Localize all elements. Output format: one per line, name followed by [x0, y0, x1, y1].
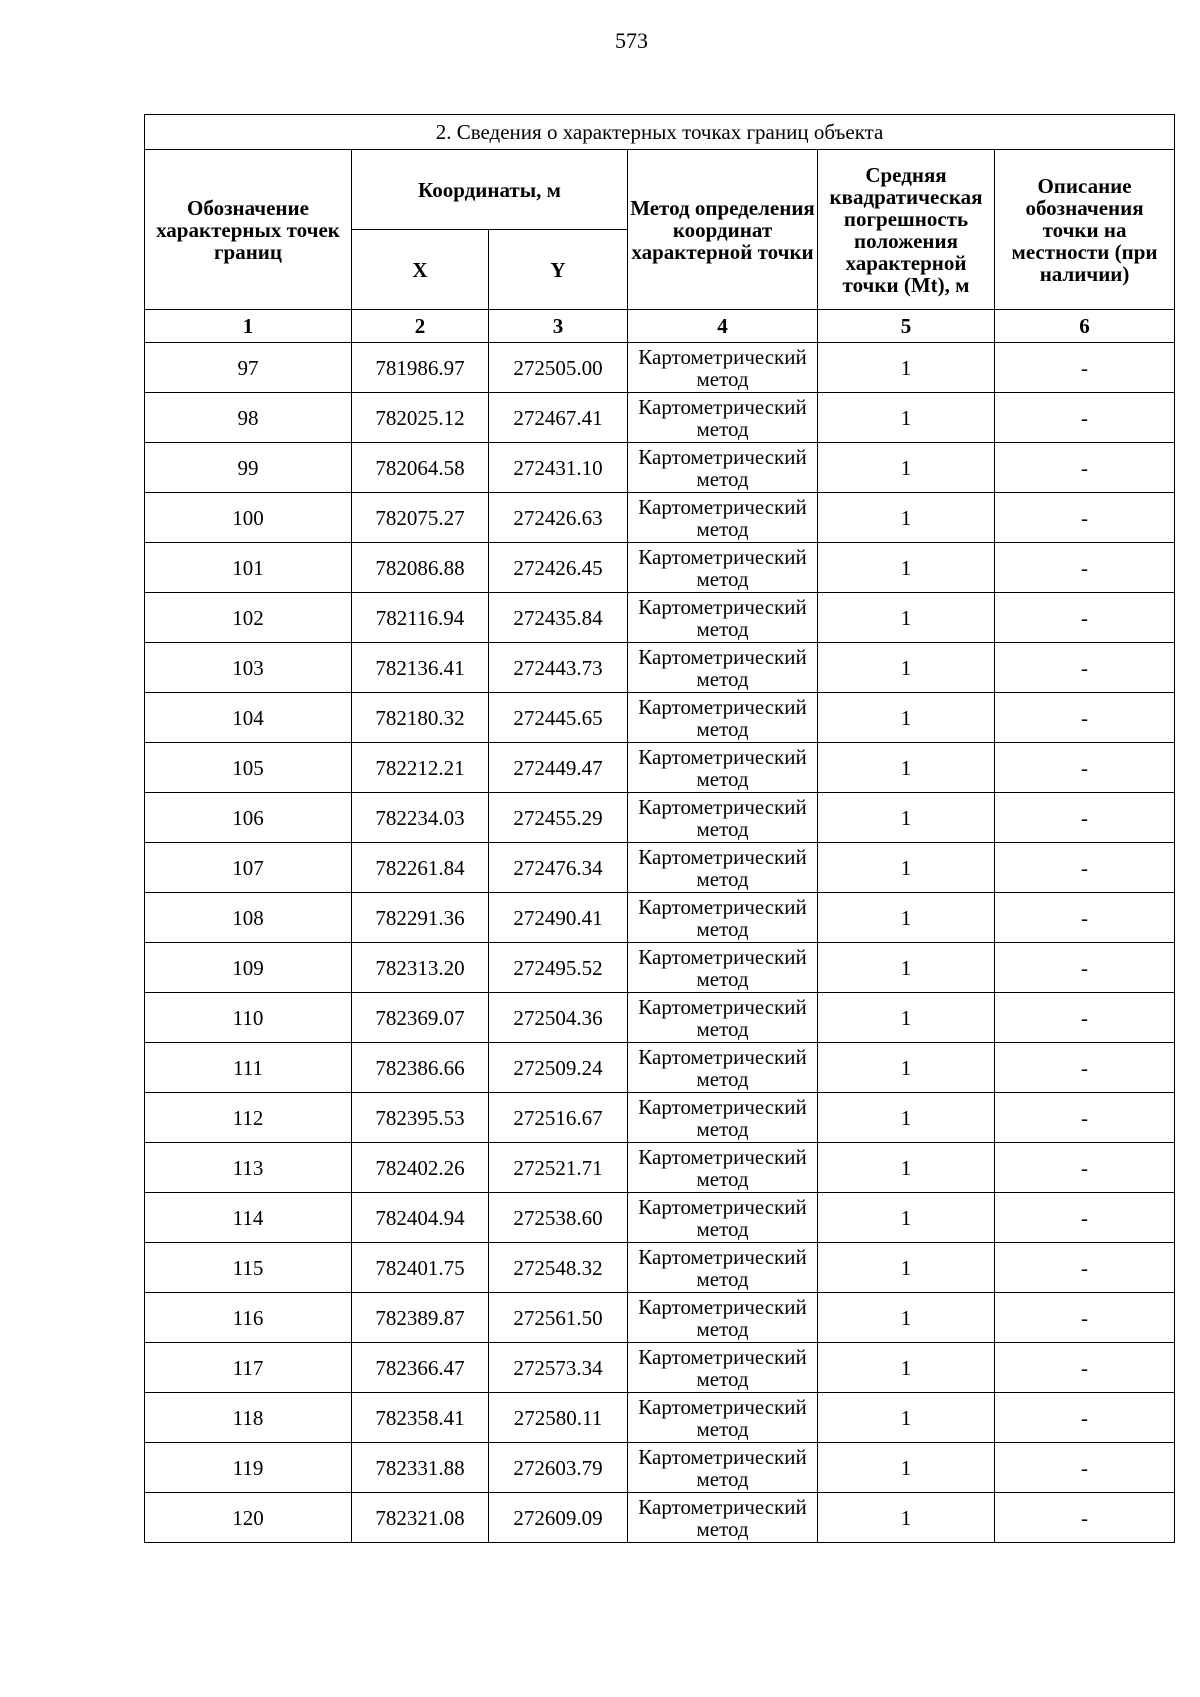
cell-method: Картометрический метод	[628, 1043, 818, 1093]
cell-y: 272509.24	[489, 1043, 628, 1093]
cell-point: 101	[145, 543, 352, 593]
cell-y: 272573.34	[489, 1343, 628, 1393]
cell-x: 782386.66	[352, 1043, 489, 1093]
cell-y: 272580.11	[489, 1393, 628, 1443]
cell-error: 1	[818, 443, 995, 493]
cell-error: 1	[818, 1443, 995, 1493]
cell-error: 1	[818, 1293, 995, 1343]
cell-error: 1	[818, 593, 995, 643]
column-number: 5	[818, 310, 995, 343]
cell-y: 272609.09	[489, 1493, 628, 1543]
cell-y: 272548.32	[489, 1243, 628, 1293]
table-caption: 2. Сведения о характерных точках границ объекта	[145, 115, 1175, 150]
cell-y: 272435.84	[489, 593, 628, 643]
cell-method: Картометрический метод	[628, 493, 818, 543]
cell-description: -	[995, 443, 1175, 493]
cell-point: 108	[145, 893, 352, 943]
cell-description: -	[995, 1343, 1175, 1393]
cell-y: 272467.41	[489, 393, 628, 443]
cell-error: 1	[818, 1093, 995, 1143]
cell-x: 782369.07	[352, 993, 489, 1043]
cell-error: 1	[818, 493, 995, 543]
table-row	[145, 1293, 1175, 1343]
cell-error: 1	[818, 893, 995, 943]
cell-point: 111	[145, 1043, 352, 1093]
cell-method: Картометрический метод	[628, 1493, 818, 1543]
cell-error: 1	[818, 993, 995, 1043]
cell-point: 106	[145, 793, 352, 843]
cell-y: 272603.79	[489, 1443, 628, 1493]
table-row	[145, 693, 1175, 743]
cell-description: -	[995, 493, 1175, 543]
cell-error: 1	[818, 1343, 995, 1393]
cell-description: -	[995, 1443, 1175, 1493]
cell-method: Картометрический метод	[628, 1143, 818, 1193]
cell-description: -	[995, 343, 1175, 393]
cell-point: 105	[145, 743, 352, 793]
cell-error: 1	[818, 1493, 995, 1543]
cell-x: 782234.03	[352, 793, 489, 843]
table-row	[145, 743, 1175, 793]
cell-point: 103	[145, 643, 352, 693]
cell-x: 782395.53	[352, 1093, 489, 1143]
cell-point: 115	[145, 1243, 352, 1293]
cell-description: -	[995, 1193, 1175, 1243]
cell-x: 782291.36	[352, 893, 489, 943]
table-row	[145, 643, 1175, 693]
cell-method: Картометрический метод	[628, 1293, 818, 1343]
cell-point: 119	[145, 1443, 352, 1493]
cell-point: 97	[145, 343, 352, 393]
table-row	[145, 1143, 1175, 1193]
cell-error: 1	[818, 393, 995, 443]
cell-point: 118	[145, 1393, 352, 1443]
cell-description: -	[995, 1143, 1175, 1193]
table-row	[145, 493, 1175, 543]
cell-y: 272505.00	[489, 343, 628, 393]
cell-description: -	[995, 1093, 1175, 1143]
boundary-points-table	[144, 114, 1175, 1543]
cell-method: Картометрический метод	[628, 943, 818, 993]
cell-method: Картометрический метод	[628, 393, 818, 443]
cell-error: 1	[818, 1143, 995, 1193]
cell-y: 272538.60	[489, 1193, 628, 1243]
cell-description: -	[995, 793, 1175, 843]
table-row	[145, 943, 1175, 993]
cell-y: 272504.36	[489, 993, 628, 1043]
header-method: Метод определения координат характерной точки	[628, 150, 818, 310]
cell-x: 782064.58	[352, 443, 489, 493]
cell-point: 104	[145, 693, 352, 743]
cell-error: 1	[818, 1193, 995, 1243]
cell-x: 782321.08	[352, 1493, 489, 1543]
cell-x: 782366.47	[352, 1343, 489, 1393]
cell-error: 1	[818, 793, 995, 843]
cell-point: 102	[145, 593, 352, 643]
cell-x: 782086.88	[352, 543, 489, 593]
cell-point: 98	[145, 393, 352, 443]
cell-x: 781986.97	[352, 343, 489, 393]
cell-description: -	[995, 1293, 1175, 1343]
table-row	[145, 843, 1175, 893]
cell-method: Картометрический метод	[628, 1443, 818, 1493]
cell-method: Картометрический метод	[628, 443, 818, 493]
table-row	[145, 443, 1175, 493]
cell-method: Картометрический метод	[628, 693, 818, 743]
cell-description: -	[995, 893, 1175, 943]
cell-y: 272476.34	[489, 843, 628, 893]
header-x: X	[352, 230, 489, 310]
cell-method: Картометрический метод	[628, 1243, 818, 1293]
column-number: 4	[628, 310, 818, 343]
column-number: 1	[145, 310, 352, 343]
cell-method: Картометрический метод	[628, 993, 818, 1043]
column-number: 6	[995, 310, 1175, 343]
cell-y: 272495.52	[489, 943, 628, 993]
header-row	[145, 150, 1175, 230]
table-row	[145, 543, 1175, 593]
cell-y: 272455.29	[489, 793, 628, 843]
cell-y: 272443.73	[489, 643, 628, 693]
cell-x: 782389.87	[352, 1293, 489, 1343]
cell-method: Картометрический метод	[628, 1343, 818, 1393]
cell-point: 109	[145, 943, 352, 993]
cell-method: Картометрический метод	[628, 1193, 818, 1243]
cell-x: 782212.21	[352, 743, 489, 793]
table-caption-row	[145, 115, 1175, 150]
cell-method: Картометрический метод	[628, 343, 818, 393]
cell-error: 1	[818, 943, 995, 993]
cell-y: 272490.41	[489, 893, 628, 943]
cell-y: 272431.10	[489, 443, 628, 493]
cell-point: 99	[145, 443, 352, 493]
cell-error: 1	[818, 1243, 995, 1293]
cell-method: Картометрический метод	[628, 743, 818, 793]
table-row	[145, 793, 1175, 843]
cell-error: 1	[818, 693, 995, 743]
header-description: Описание обозначения точки на местности (при наличии)	[995, 150, 1175, 310]
header-error: Средняя квадратическая погрешность положения характерной точки (Mt), м	[818, 150, 995, 310]
table-row	[145, 893, 1175, 943]
table-row	[145, 393, 1175, 443]
cell-x: 782401.75	[352, 1243, 489, 1293]
table-row	[145, 593, 1175, 643]
header-coordinates: Координаты, м	[352, 150, 628, 230]
column-number: 2	[352, 310, 489, 343]
cell-error: 1	[818, 343, 995, 393]
cell-method: Картометрический метод	[628, 843, 818, 893]
cell-method: Картометрический метод	[628, 893, 818, 943]
table-row	[145, 1443, 1175, 1493]
cell-error: 1	[818, 1043, 995, 1093]
cell-y: 272426.45	[489, 543, 628, 593]
cell-point: 112	[145, 1093, 352, 1143]
cell-x: 782313.20	[352, 943, 489, 993]
cell-x: 782358.41	[352, 1393, 489, 1443]
cell-point: 107	[145, 843, 352, 893]
cell-point: 120	[145, 1493, 352, 1543]
cell-x: 782075.27	[352, 493, 489, 543]
cell-error: 1	[818, 843, 995, 893]
cell-error: 1	[818, 543, 995, 593]
cell-description: -	[995, 993, 1175, 1043]
cell-point: 114	[145, 1193, 352, 1243]
cell-point: 100	[145, 493, 352, 543]
cell-method: Картометрический метод	[628, 543, 818, 593]
cell-point: 116	[145, 1293, 352, 1343]
cell-description: -	[995, 593, 1175, 643]
page-number: 573	[615, 28, 648, 53]
table-row	[145, 1393, 1175, 1443]
table-row	[145, 1193, 1175, 1243]
cell-error: 1	[818, 643, 995, 693]
cell-x: 782136.41	[352, 643, 489, 693]
cell-description: -	[995, 743, 1175, 793]
cell-x: 782180.32	[352, 693, 489, 743]
cell-error: 1	[818, 743, 995, 793]
table-row	[145, 343, 1175, 393]
cell-point: 110	[145, 993, 352, 1043]
cell-error: 1	[818, 1393, 995, 1443]
cell-description: -	[995, 943, 1175, 993]
header-y: Y	[489, 230, 628, 310]
cell-y: 272516.67	[489, 1093, 628, 1143]
table-row	[145, 1493, 1175, 1543]
cell-y: 272561.50	[489, 1293, 628, 1343]
column-number: 3	[489, 310, 628, 343]
cell-y: 272449.47	[489, 743, 628, 793]
cell-y: 272426.63	[489, 493, 628, 543]
cell-x: 782404.94	[352, 1193, 489, 1243]
cell-description: -	[995, 643, 1175, 693]
cell-description: -	[995, 693, 1175, 743]
cell-description: -	[995, 1493, 1175, 1543]
cell-method: Картометрический метод	[628, 643, 818, 693]
cell-y: 272445.65	[489, 693, 628, 743]
cell-description: -	[995, 1243, 1175, 1293]
cell-point: 117	[145, 1343, 352, 1393]
cell-x: 782025.12	[352, 393, 489, 443]
cell-description: -	[995, 543, 1175, 593]
cell-description: -	[995, 1393, 1175, 1443]
table-row	[145, 1043, 1175, 1093]
cell-x: 782116.94	[352, 593, 489, 643]
cell-x: 782261.84	[352, 843, 489, 893]
cell-y: 272521.71	[489, 1143, 628, 1193]
column-number-row	[145, 310, 1175, 343]
cell-x: 782402.26	[352, 1143, 489, 1193]
cell-method: Картометрический метод	[628, 1393, 818, 1443]
cell-x: 782331.88	[352, 1443, 489, 1493]
cell-point: 113	[145, 1143, 352, 1193]
table-row	[145, 1343, 1175, 1393]
table-row	[145, 993, 1175, 1043]
cell-method: Картометрический метод	[628, 593, 818, 643]
cell-description: -	[995, 393, 1175, 443]
cell-description: -	[995, 843, 1175, 893]
table-row	[145, 1093, 1175, 1143]
table-row	[145, 1243, 1175, 1293]
header-designation: Обозначение характерных точек границ	[145, 150, 352, 310]
cell-method: Картометрический метод	[628, 1093, 818, 1143]
cell-method: Картометрический метод	[628, 793, 818, 843]
cell-description: -	[995, 1043, 1175, 1093]
